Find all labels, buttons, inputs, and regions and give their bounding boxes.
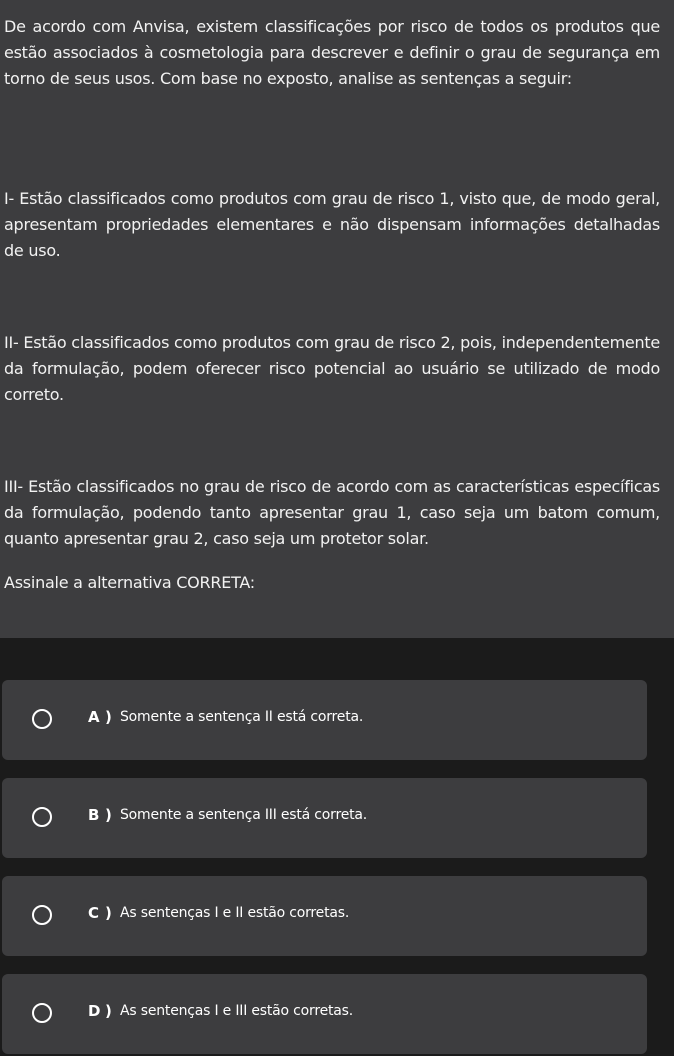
- option-paren: ): [105, 708, 112, 726]
- option-letter: A: [88, 708, 100, 726]
- option-letter: C: [88, 904, 100, 922]
- option-text: As sentenças I e III estão corretas.: [120, 1003, 354, 1019]
- option-paren: ): [105, 1002, 112, 1020]
- option-paren: ): [105, 806, 112, 824]
- option-paren: ): [105, 904, 112, 922]
- question-prompt: Assinale a alternativa CORRETA:: [4, 573, 255, 592]
- statement-1: I- Estão classificados como produtos com grau de risco 1, visto que, de modo geral, apresentam propriedades elementares e não dispensam informações detalhadas de uso.: [4, 189, 660, 260]
- option-letter: B: [88, 806, 100, 824]
- option-c[interactable]: [2, 876, 647, 956]
- statement-3: III- Estão classificados no grau de risco de acordo com as características específicas da formulação, podendo tanto apresentar grau 1, caso seja um batom comum, quanto apresentar grau 2, caso seja um protetor solar.: [4, 477, 660, 548]
- option-b[interactable]: [2, 778, 647, 858]
- radio-circle-icon[interactable]: [32, 709, 52, 729]
- option-letter: D: [88, 1002, 101, 1020]
- statement-2: II- Estão classificados como produtos com grau de risco 2, pois, independentemente da formulação, podem oferecer risco potencial ao usuário se utilizado de modo correto.: [4, 333, 660, 404]
- option-text: Somente a sentença II está correta.: [120, 709, 364, 725]
- option-text: Somente a sentença III está correta.: [120, 807, 368, 823]
- option-d[interactable]: [2, 974, 647, 1054]
- radio-circle-icon[interactable]: [32, 905, 52, 925]
- question-intro: De acordo com Anvisa, existem classificações por risco de todos os produtos que estão associados à cosmetologia para descrever e definir o grau de segurança em torno de seus usos. Com base no exposto, analise as sentenças a seguir:: [4, 17, 660, 88]
- radio-circle-icon[interactable]: [32, 807, 52, 827]
- option-text: As sentenças I e II estão corretas.: [120, 905, 350, 921]
- radio-circle-icon[interactable]: [32, 1003, 52, 1023]
- option-a[interactable]: [2, 680, 647, 760]
